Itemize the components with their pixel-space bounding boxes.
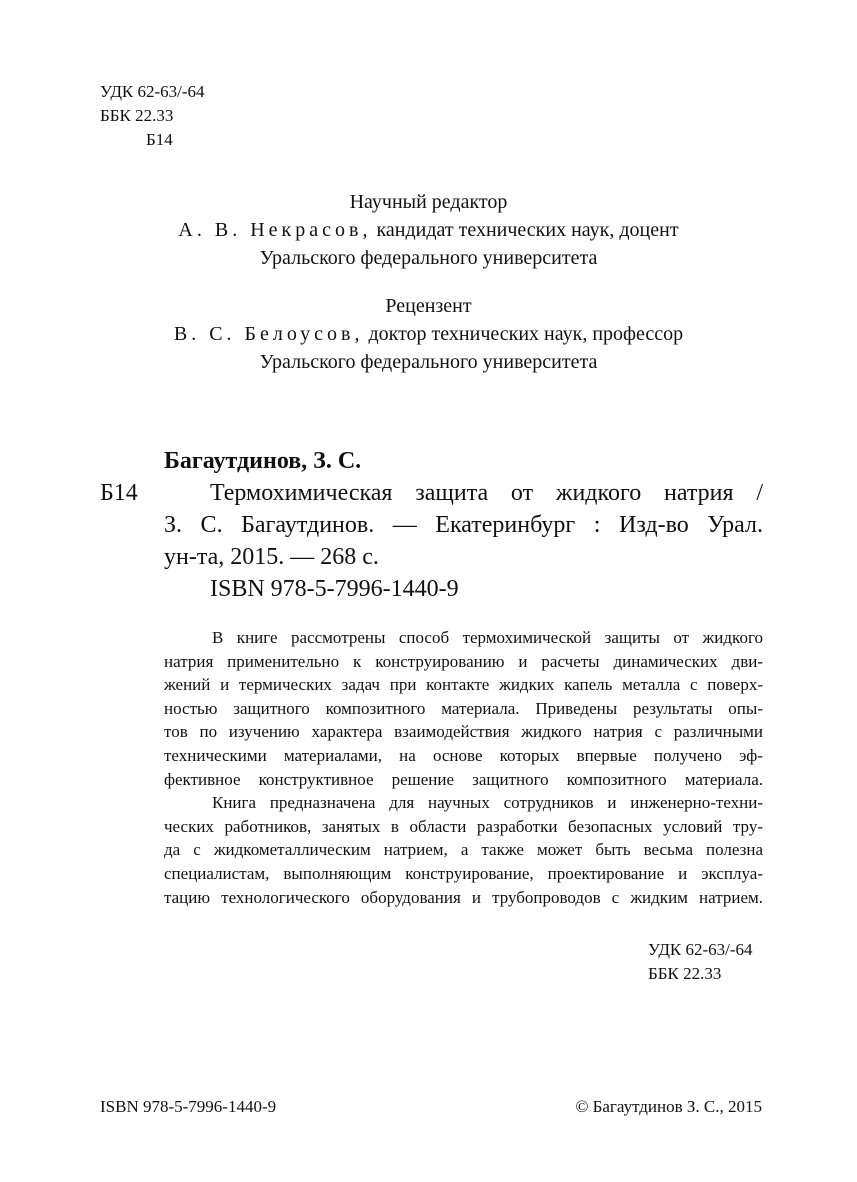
- udk-top: УДК 62-63/-64: [100, 82, 205, 101]
- reviewer-credentials: доктор технических наук, профессор: [368, 323, 684, 345]
- annotation-line: да с жидкометаллическим натрием, а также может быть весьма полезна: [164, 840, 763, 860]
- editor-title: Научный редактор: [349, 191, 508, 213]
- catalog-mark: Б14: [100, 480, 138, 506]
- reviewer-affiliation: Уральского федерального университета: [259, 351, 598, 373]
- annotation-line: ностью защитного композитного материала. Приведены результаты опы-: [164, 698, 763, 718]
- annotation-line: тацию технологического оборудования и трубопроводов с жидким натрием.: [164, 887, 763, 907]
- editor-credentials: кандидат технических наук, доцент: [376, 219, 679, 241]
- annotation-line: специалистам, выполняющим конструирование, проектирование и эксплуа-: [164, 863, 763, 883]
- annotation-line: техническими материалами, на основе которых впервые получено эф-: [164, 745, 763, 765]
- footer-copyright: © Багаутдинов З. С., 2015: [575, 1097, 762, 1116]
- footer-isbn: ISBN 978-5-7996-1440-9: [100, 1097, 277, 1116]
- catalog-title-line3: ун-та, 2015. — 268 с.: [164, 544, 379, 570]
- annotation-line: натрия применительно к конструированию и расчеты динамических дви-: [164, 651, 763, 671]
- reviewer-title: Рецензент: [385, 295, 472, 317]
- bbk-bottom: ББК 22.33: [648, 964, 722, 983]
- annotation-paragraph-2: [164, 791, 763, 909]
- author-mark-top: Б14: [146, 130, 173, 149]
- editor-name: А. В. Некрасов,: [178, 219, 372, 241]
- annotation-paragraph-1: [164, 626, 763, 791]
- bbk-top: ББК 22.33: [100, 106, 174, 125]
- catalog-title-line2: З. С. Багаутдинов. — Екатеринбург : Изд-во Урал.: [164, 512, 763, 538]
- annotation-line: Книга предназначена для научных сотрудников и инженерно-техни-: [212, 793, 763, 813]
- annotation-line: фективное конструктивное решение защитного композитного материала.: [164, 769, 763, 789]
- editor-line: [0, 216, 857, 244]
- annotation-line: В книге рассмотрены способ термохимической защиты от жидкого: [212, 628, 763, 647]
- catalog-isbn: ISBN 978-5-7996-1440-9: [210, 576, 459, 602]
- annotation: [164, 626, 763, 909]
- editor-affiliation: Уральского федерального университета: [259, 247, 598, 269]
- annotation-line: жений и термических задач при контакте жидких капель металла с поверх-: [164, 675, 763, 695]
- udk-bottom: УДК 62-63/-64: [648, 940, 753, 959]
- reviewer-line: [0, 320, 857, 348]
- annotation-line: тов по изучению характера взаимодействия жидкого натрия с различными: [164, 722, 763, 742]
- reviewer-name: В. С. Белоусов,: [173, 323, 364, 345]
- annotation-line: ческих работников, занятых в области разработки безопасных условий тру-: [164, 816, 763, 836]
- catalog-title-line1: Термохимическая защита от жидкого натрия /: [210, 480, 763, 506]
- catalog-author-heading: Багаутдинов, З. С.: [164, 448, 362, 474]
